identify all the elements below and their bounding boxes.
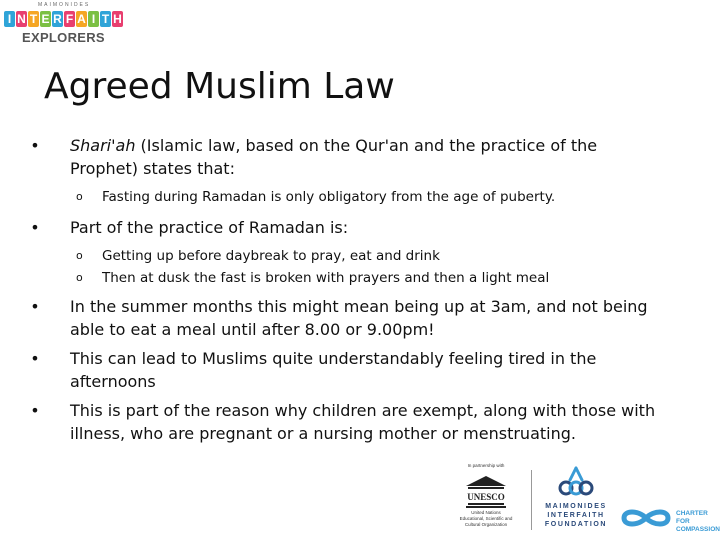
- infinity-icon: [618, 506, 674, 530]
- logo-tile: N: [17, 12, 26, 26]
- logo-tile: E: [41, 12, 50, 26]
- maimonides-foundation-logo: [538, 466, 614, 536]
- bullet-item: [28, 134, 688, 180]
- sub-bullet-text: Fasting during Ramadan is only obligatory from the age of puberty.: [102, 189, 556, 205]
- bullet-item: [28, 295, 688, 341]
- logo-tile: I: [4, 11, 15, 27]
- unesco-temple-icon: [465, 475, 507, 509]
- bullet-dot-icon: •: [30, 401, 40, 420]
- maimonides-emblem-icon: [556, 466, 596, 498]
- circle-bullet-icon: o: [76, 249, 83, 262]
- unesco-caption-line: United Nations: [471, 510, 501, 515]
- sub-bullet-text: Then at dusk the fast is broken with prayers and then a light meal: [102, 270, 550, 286]
- bullet-text: Part of the practice of Ramadan is:: [70, 218, 349, 237]
- charter-text: [676, 510, 720, 534]
- maimonides-name-line: MAIMONIDES: [545, 503, 607, 510]
- logo-tile: H: [113, 12, 122, 26]
- bullet-text: able to eat a meal until after 8.00 or 9.00pm!: [70, 320, 435, 339]
- maimonides-name-line: FOUNDATION: [544, 521, 608, 528]
- bullet-text: afternoons: [70, 372, 156, 391]
- bullet-text: illness, who are pregnant or a nursing mother or menstruating.: [70, 424, 576, 443]
- circle-bullet-icon: o: [76, 190, 83, 203]
- slide-title: Agreed Muslim Law: [44, 66, 395, 107]
- bullet-text: Prophet) states that:: [70, 159, 235, 178]
- bullet-text: In the summer months this might mean being up at 3am, and not being: [70, 297, 648, 316]
- unesco-caption-line: Educational, Scientific and: [459, 516, 513, 521]
- bullet-term: Shari'ah: [70, 136, 136, 155]
- logo-small-text: MAIMONIDES: [38, 2, 91, 8]
- slide-body: [28, 134, 688, 445]
- bullet-item: [28, 347, 688, 393]
- bullet-dot-icon: •: [30, 349, 40, 368]
- logo-explorers-text: EXPLORERS: [22, 30, 105, 45]
- unesco-logo: [445, 463, 527, 535]
- sub-bullet-item: [28, 245, 688, 267]
- unesco-caption-line: Cultural Organization: [464, 522, 508, 527]
- unesco-word: UNESCO: [467, 492, 505, 502]
- unesco-caption: [445, 510, 527, 528]
- bullet-dot-icon: •: [30, 136, 40, 155]
- unesco-partnership-text: In partnership with: [467, 463, 505, 468]
- logo-tile: T: [101, 12, 110, 26]
- charter-text-line: COMPASSION: [676, 526, 720, 533]
- charter-text-line: CHARTER: [676, 510, 708, 517]
- interfaith-explorers-logo: [4, 2, 128, 48]
- circle-bullet-icon: o: [76, 271, 83, 284]
- charter-text-line: FOR: [676, 518, 690, 525]
- logo-tile: T: [29, 12, 38, 26]
- logo-tile: A: [77, 12, 86, 26]
- logo-tile: R: [53, 12, 62, 26]
- logo-divider: [531, 470, 532, 530]
- sub-bullet-item: [28, 267, 688, 289]
- bullet-item: [28, 216, 688, 239]
- logo-tile: I: [88, 11, 99, 27]
- bullet-text: This can lead to Muslims quite understandably feeling tired in the: [70, 349, 597, 368]
- sub-bullet-text: Getting up before daybreak to pray, eat and drink: [102, 248, 440, 264]
- bullet-dot-icon: •: [30, 297, 40, 316]
- logo-letter-tiles: [4, 11, 123, 27]
- bullet-text: This is part of the reason why children are exempt, along with those with: [70, 401, 656, 420]
- bullet-text: (Islamic law, based on the Qur'an and the practice of the: [135, 136, 598, 155]
- bullet-item: [28, 399, 688, 445]
- maimonides-name-line: INTERFAITH: [547, 512, 605, 519]
- charter-for-compassion-logo: [618, 506, 718, 532]
- bullet-dot-icon: •: [30, 218, 40, 237]
- logo-tile: F: [65, 12, 74, 26]
- sub-bullet-item: [28, 186, 688, 208]
